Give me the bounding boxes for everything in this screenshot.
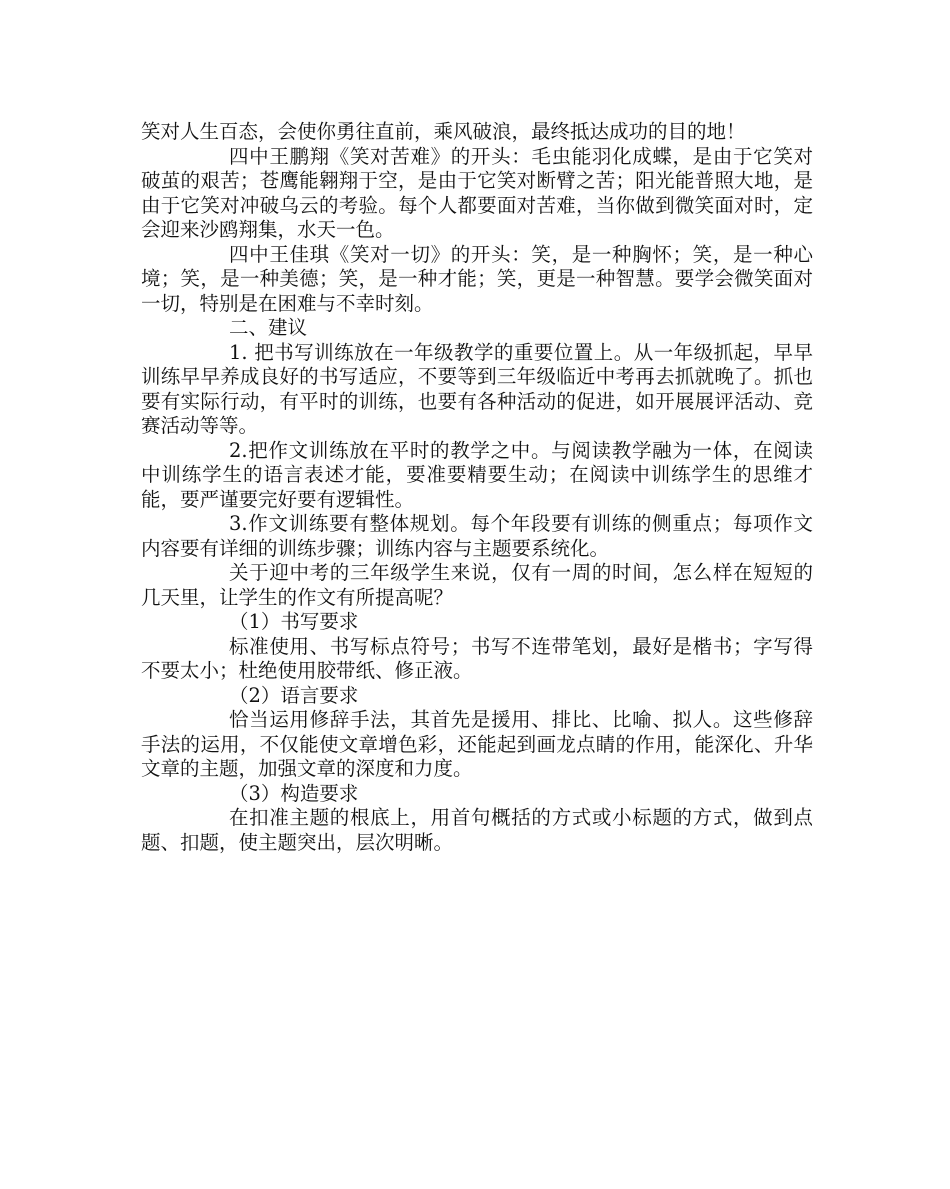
paragraph-2: 四中王鹏翔《笑对苦难》的开头：毛虫能羽化成蝶，是由于它笑对破茧的艰苦；苍鹰能翱翔于空，是由于它笑对断臂之苦；阳光能普照大地，是由于它笑对冲破乌云的考验。每个人都要面对苦难，当你做到微笑面对时，定会迎来沙鸥翔集，水天一色。 [141,144,813,241]
subheading-structure: （3）构造要求 [229,781,359,805]
suggestion-1: 1. 把书写训练放在一年级教学的重要位置上。从一年级抓起，早早训练早早养成良好的书写适应，不要等到三年级临近中考再去抓就晚了。抓也要有实际行动，有平时的训练，也要有各种活动的促进，如开展展评活动、竞赛活动等等。 [141,340,813,437]
section-heading-suggestions: 二、建议 [229,316,308,339]
suggestion-3: 3.作文训练要有整体规划。每个年段要有训练的侧重点；每项作文内容要有详细的训练步骤；训练内容与主题要系统化。 [141,512,813,560]
suggestion-2: 2.把作文训练放在平时的教学之中。与阅读教学融为一体，在阅读中训练学生的语言表述才能，要准要精要生动；在阅读中训练学生的思维才能，要严谨要完好要有逻辑性。 [141,438,813,511]
paragraph-3: 四中王佳琪《笑对一切》的开头：笑，是一种胸怀；笑，是一种心境；笑，是一种美德；笑，是一种才能；笑，更是一种智慧。要学会微笑面对一切，特别是在困难与不幸时刻。 [141,242,813,315]
paragraph-writing: 标准使用、书写标点符号；书写不连带笔划，最好是楷书；字写得不要太小；杜绝使用胶带纸、修正液。 [141,634,813,682]
paragraph-language: 恰当运用修辞手法，其首先是援用、排比、比喻、拟人。这些修辞手法的运用，不仅能使文章增色彩，还能起到画龙点睛的作用，能深化、升华文章的主题，加强文章的深度和力度。 [141,708,813,780]
paragraph-1: 笑对人生百态，会使你勇往直前，乘风破浪，最终抵达成功的目的地！ [141,120,746,143]
paragraph-exam-intro: 关于迎中考的三年级学生来说，仅有一周的时间，怎么样在短短的几天里，让学生的作文有所提高呢？ [141,561,813,609]
document-body [141,120,813,855]
subheading-writing: （1）书写要求 [229,610,359,633]
subheading-language: （2）语言要求 [229,683,359,707]
paragraph-structure: 在扣准主题的根底上，用首句概括的方式或小标题的方式，做到点题、扣题，使主题突出，层次明晰。 [141,806,813,854]
